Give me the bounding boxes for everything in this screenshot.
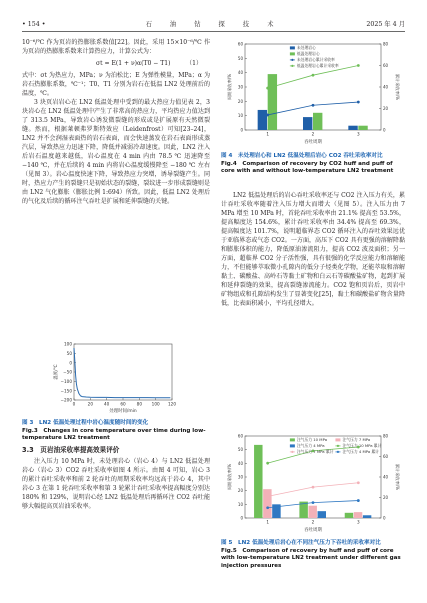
cumulative-point: [312, 501, 315, 504]
legend-swatch: [290, 52, 295, 55]
paragraph: LN2 低温处理后的岩心吞吐采收率还与 CO2 注入压力有关，累计吞吐采收率随着注入压力增大而增大（见图 5）。注入压力由 7 MPa 增至 10 MPa 时，首轮吞吐采收率由 21.1% 提高至 53.5%，提高幅度达 154.6%，累计吞吐采收率由 34.4% 提高至 69.3%，提高幅度达 101.7%，说明超临界态 CO2 循环注入的吞吐效果远优于亚临界态或气态 CO2。一方面，高压下 CO2 具有更强的溶解降黏和膨胀体积的能力，降低原油渗流阻力，提高 CO2 波及面积；另一方面，超临界 CO2 分子活性强，具有很强的化学反应能力和溶解能力，不但能够萃取微小孔隙内的低分子烃类化学物，还能萃取和溶解黏土、碳酸盐、高岭石等黏土矿物和白云石等碳酸盐矿物，起到扩展和延伸裂缝的效果，提高裂缝渗流能力。CO2 饱和页岩后，页岩中矿物组成和孔隙结构发生了显著变化[25]，黏土和碳酸盐矿物含量降低，比表面积减小，平均孔径增大。: [221, 192, 405, 307]
y2-tick-label: 40: [383, 84, 389, 90]
legend-marker: [291, 59, 293, 61]
figure-5-chart: [221, 430, 405, 536]
legend-label: 注气压力 10 MPa: [296, 437, 328, 442]
caption-cn: 图 5 LN2 低温处理后岩心在不同注气压力下吞吐的采收率对比: [221, 540, 381, 546]
paragraph: 式中：σt 为热应力，MPa；ν 为泊松比；E 为弹性模量，MPa；α 为岩石热膨胀系数，℃⁻¹；T0、T1 分别为岩石在低温 LN2 处理前后的温度，℃。: [22, 72, 210, 97]
legend-label: 注气压力 4 MPa: [296, 443, 325, 448]
legend-label: 未处理岩心: [296, 45, 316, 50]
y-tick-label: 50: [237, 447, 243, 453]
y2-tick-label: 60: [383, 454, 389, 459]
figure-5-caption: [221, 540, 405, 570]
legend-label: 注气压力 7 MPa 累计: [296, 449, 334, 454]
figure-4-chart: [221, 38, 405, 148]
legend-label: 未处理岩心累计采收率: [296, 57, 335, 62]
y2-axis-label: 累计采收率/%: [395, 463, 400, 491]
legend-marker: [337, 451, 339, 453]
x-tick-label: 0: [72, 401, 76, 407]
x-tick-label: 80: [136, 401, 143, 407]
cumulative-point: [312, 74, 315, 77]
journal-name: 石 油 钻 探 技 术: [145, 21, 282, 28]
bar: [363, 515, 371, 518]
paragraph: 3 块页岩岩心在 LN2 低温处理中受到的最大热应力值见表 2，3 块岩心在 LN2 低温处理中产生了非常高的热应力，平均热应力值达到了 313.5 MPa，导致岩心诱发微裂缝的形成或是扩展原有天然微裂缝。然而，根据莱顿弗罗斯特效应（Leidenfrost）可知[23–24]，LN2 并不会润湿表面热的岩石表面，而会快速蒸发在岩石表面形成蒸汽层，导致热应力迅速下降，降低并减弱冷却速度。因此，LN2 注入后岩石温度越来越低，岩心温度在 4 min 内由 78.5 ℃ 迅速降至 −140 ℃，并在后续的 4 min 内将岩心温度缓慢降至 −180 ℃ 左右（见图 3）。岩心温度快速下降，导致热应力突增，诱导裂缝产生。同时，热应力产生的裂缝只是初始状态的裂缝，裂纹进一步形成裂缝则是由 LN2 气化膨胀（膨胀比例 1:694）所致。因此，低温 LN2 处理后的气化及后续的循环注气吞吐是扩展和延伸裂缝的关键。: [22, 99, 210, 205]
equation-1: [22, 56, 210, 71]
figure-4: [221, 38, 405, 148]
y-tick-label: −200: [60, 397, 72, 403]
cumulative-point: [357, 499, 360, 502]
bar: [358, 126, 367, 130]
y-axis-label: 周期采收率/%: [227, 73, 232, 101]
y-tick-label: 0: [240, 515, 243, 521]
y-tick-label: 20: [237, 488, 243, 494]
y-tick-label: −150: [60, 388, 72, 394]
bar: [354, 512, 362, 518]
y-tick-label: 50: [237, 55, 243, 61]
legend-label: 注气压力 7 MPa: [342, 437, 371, 442]
y2-tick-label: 20: [383, 495, 389, 500]
section-heading: 3.3 页岩油采收率提高效果评价: [22, 446, 120, 454]
bar: [348, 126, 357, 130]
bar: [258, 110, 267, 130]
x-tick-label: 3: [356, 131, 360, 137]
caption-cn: 图 3 LN2 低温处理过程中岩心温度随时间的变化: [22, 420, 149, 426]
bar: [345, 513, 353, 518]
y2-axis-label: 累计采收率/%: [395, 73, 400, 101]
x-tick-label: 20: [87, 401, 94, 407]
bar: [308, 506, 316, 518]
equation-text: σt = E(1 + ν)α(T0 − T1): [96, 60, 171, 67]
cumulative-point: [266, 462, 269, 465]
cumulative-line: [268, 66, 359, 89]
x-tick-label: 2: [311, 519, 315, 525]
x-tick-label: 1: [266, 131, 270, 137]
legend-label: 注气压力 10 MPa 累计: [342, 443, 382, 448]
caption-en: Fig.5 Comparison of recovery by huff and puff of core with low-temperature LN2 treatment under different gas injection pressures: [221, 547, 401, 569]
cumulative-point: [357, 481, 360, 484]
y-tick-label: 60: [237, 41, 243, 47]
y-tick-label: 0: [240, 127, 243, 133]
bar: [303, 117, 312, 130]
figure-3-caption: [22, 420, 210, 443]
y2-tick-label: 40: [383, 474, 389, 480]
x-tick-label: 120: [168, 401, 176, 407]
legend-marker: [337, 445, 339, 447]
x-tick-label: 3: [356, 519, 360, 525]
y-tick-label: 0: [69, 360, 72, 366]
cumulative-point: [357, 101, 360, 104]
bar: [254, 445, 262, 518]
figure-4-caption: [221, 153, 405, 176]
bar: [313, 113, 322, 130]
figure-5: [221, 430, 405, 536]
y2-tick-label: 20: [383, 106, 389, 111]
issue-date: 2025 年 4 月: [366, 21, 405, 28]
legend-swatch: [290, 444, 295, 447]
plot-frame: [74, 344, 172, 400]
right-column: [221, 191, 405, 308]
figure-3-chart: [22, 338, 210, 416]
y-tick-label: 10: [237, 501, 243, 507]
equation-number: （1）: [186, 60, 202, 67]
x-axis-label: 吞吐周期: [304, 140, 322, 145]
bar: [318, 511, 326, 518]
legend-swatch: [290, 46, 295, 49]
y-tick-label: 60: [237, 433, 243, 439]
cumulative-line: [268, 483, 359, 497]
cumulative-point: [357, 64, 360, 67]
cumulative-point: [312, 104, 315, 107]
cumulative-point: [312, 486, 315, 489]
y2-tick-label: 80: [383, 433, 389, 439]
cumulative-point: [266, 87, 269, 90]
y-axis-label: 周期采收率/%: [227, 463, 232, 491]
bar: [268, 74, 277, 130]
legend-label: 低温处理岩心: [296, 51, 320, 56]
y-tick-label: 20: [237, 98, 243, 104]
legend-label: 注气压力 4 MPa 累计: [342, 449, 379, 454]
x-tick-label: 2: [311, 131, 315, 137]
x-axis-label: 处理时间/min: [109, 409, 137, 414]
x-tick-label: 40: [103, 401, 110, 407]
legend-swatch: [335, 438, 340, 441]
y-axis-label: 温度/℃: [54, 364, 59, 380]
legend-marker: [291, 65, 293, 67]
cumulative-point: [266, 506, 269, 509]
y-tick-label: 30: [237, 474, 243, 480]
y2-tick-label: 0: [383, 515, 386, 521]
y-tick-label: 40: [237, 70, 243, 76]
page-number: • 154 •: [22, 21, 46, 28]
x-axis-label: 吞吐周期: [304, 528, 322, 533]
y-tick-label: 30: [237, 84, 243, 90]
y-tick-label: −100: [60, 378, 72, 384]
y-tick-label: 50: [66, 350, 72, 356]
y2-tick-label: 60: [383, 63, 389, 68]
caption-en: Fig.3 Changes in core temperature over time during low-temperature LN2 treatment: [22, 427, 206, 442]
y2-tick-label: 80: [383, 41, 389, 47]
paragraph: 10⁻⁶/℃ 作为页岩的热膨胀系数值[22]。因此，采用 15×10⁻⁶/℃ 作为页岩的热膨胀系数来计算热应力，计算公式为：: [22, 39, 210, 55]
legend-label: 低温处理岩心累计采收率: [296, 63, 339, 68]
cumulative-point: [266, 495, 269, 498]
legend-marker: [291, 451, 293, 453]
left-column-bottom: [22, 444, 210, 511]
y2-tick-label: 0: [383, 127, 386, 133]
temperature-curve: [74, 348, 170, 398]
y-tick-label: 100: [64, 341, 72, 347]
y-tick-label: 40: [237, 460, 243, 466]
cumulative-point: [266, 114, 269, 117]
x-tick-label: 1: [266, 519, 270, 525]
x-tick-label: 100: [151, 401, 160, 407]
running-header: [22, 19, 405, 32]
caption-en: Fig.4 Comparison of recovery by CO2 huff and puff of core with and without low-temperature LN2 treatment: [221, 160, 394, 175]
paragraph: 注入压力 10 MPa 时，未处理岩心（岩心 4）与 LN2 低温处理岩心（岩心 3）CO2 吞吐采收率如图 4 所示。由图 4 可知，岩心 3 的累计吞吐采收率和前 2 轮吞吐的周期采收率均远高于岩心 4，其中岩心 3 在第 1 轮吞吐采收率和第 3 轮累计吞吐采收率提高幅度分别达 180% 和 129%，说明岩心经 LN2 低温处理后再循环注 CO2 吞吐能够大幅提高页岩油采收率。: [22, 458, 210, 510]
caption-cn: 图 4 未处理岩心和 LN2 低温处理后岩心 CO2 吞吐采收率对比: [221, 153, 383, 159]
legend-swatch: [290, 438, 295, 441]
bar: [263, 489, 271, 518]
y-tick-label: −50: [63, 369, 72, 375]
figure-3: [22, 338, 210, 416]
x-tick-label: 60: [120, 401, 126, 407]
y-tick-label: 10: [237, 113, 243, 119]
left-column: [22, 38, 210, 206]
